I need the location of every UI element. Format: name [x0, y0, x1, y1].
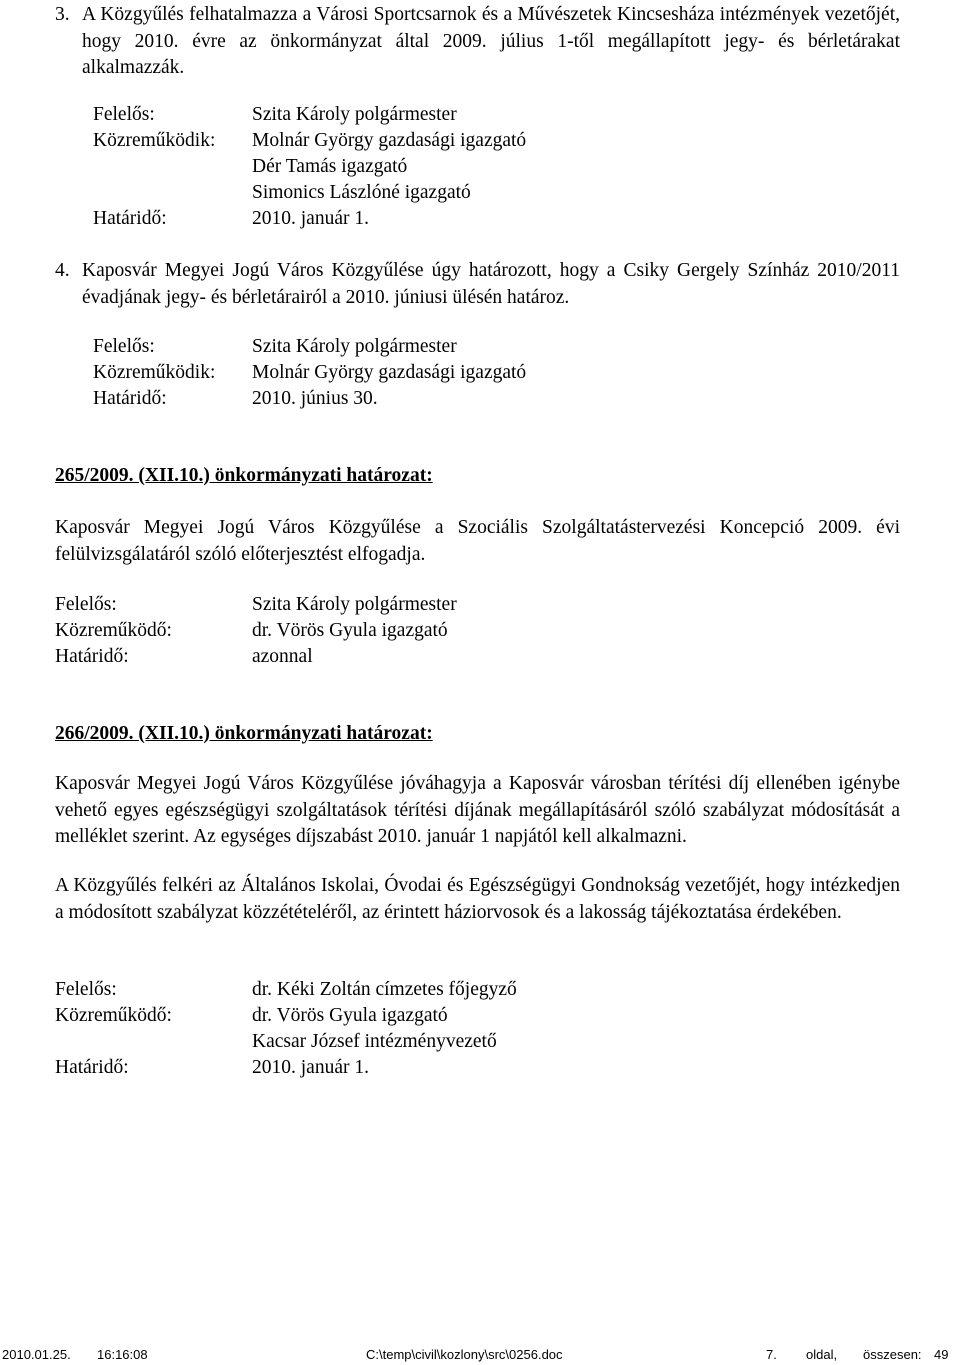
item3-kozremukodik-value-3: Simonics Lászlóné igazgató — [252, 182, 471, 203]
item3-kozremukodik-value-2: Dér Tamás igazgató — [252, 156, 408, 177]
res265-heading: 265/2009. (XII.10.) önkormányzati határozat: — [55, 465, 433, 486]
item4-felelos-label: Felelős: — [93, 336, 155, 357]
res266-para2: A Közgyűlés felkéri az Általános Iskolai, Óvodai és Egészségügyi Gondnokság vezetőjét, hogy intézkedjen a módosított szabályzat közzétételéről, az érintett háziorvosok és a lakosság tájékoztatása érdekében. — [55, 875, 900, 923]
item3-hatarido-label: Határidő: — [93, 208, 167, 229]
res266-heading: 266/2009. (XII.10.) önkormányzati határozat: — [55, 723, 433, 744]
res265-felelos-label: Felelős: — [55, 594, 117, 615]
res266-para1: Kaposvár Megyei Jogú Város Közgyűlése jóváhagyja a Kaposvár városban térítési díj ellenében igénybe vehető egyes egészségügyi szolgáltatások térítési díjának megállapításáról szóló szabályzat módosítását a melléklet szerint. Az egységes díjszabást 2010. január 1 napjától kell alkalmazni. — [55, 773, 900, 847]
footer-time: 16:16:08 — [97, 1347, 148, 1362]
res266-kozremukodo-label: Közreműködő: — [55, 1005, 172, 1026]
footer-page-number: 7. — [766, 1347, 777, 1362]
item3-kozremukodik-value-1: Molnár György gazdasági igazgató — [252, 130, 527, 151]
res266-felelos-label: Felelős: — [55, 979, 117, 1000]
res265-hatarido-label: Határidő: — [55, 646, 129, 667]
item4-hatarido-label: Határidő: — [93, 388, 167, 409]
res266-hatarido-value: 2010. január 1. — [252, 1057, 369, 1078]
item4-hatarido-value: 2010. június 30. — [252, 388, 378, 409]
item3-felelos-label: Felelős: — [93, 104, 155, 125]
item4-kozremukodik-value: Molnár György gazdasági igazgató — [252, 362, 527, 383]
footer-date: 2010.01.25. — [2, 1347, 71, 1362]
res266-hatarido-label: Határidő: — [55, 1057, 129, 1078]
res265-text: Kaposvár Megyei Jogú Város Közgyűlése a Szociális Szolgáltatástervezési Koncepció 2009. évi felülvizsgálatáról szóló előterjesztést elfogadja. — [55, 517, 900, 565]
item3-hatarido-value: 2010. január 1. — [252, 208, 369, 229]
item4-text: Kaposvár Megyei Jogú Város Közgyűlése úgy határozott, hogy a Csiky Gergely Színház 2010/2011 évadjának jegy- és bérletárairól a 2010. júniusi ülésén határoz. — [82, 260, 900, 308]
item3-felelos-value: Szita Károly polgármester — [252, 104, 457, 125]
res265-hatarido-value: azonnal — [252, 646, 313, 667]
item3-text: A Közgyűlés felhatalmazza a Városi Sportcsarnok és a Művészetek Kincsesháza intézmények vezetőjét, hogy 2010. évre az önkormányzat által 2009. július 1-től megállapított jegy- és bérletárakat alkalmazzák. — [82, 4, 900, 78]
item4-felelos-value: Szita Károly polgármester — [252, 336, 457, 357]
footer-page-word: oldal, — [806, 1347, 838, 1362]
res266-felelos-value: dr. Kéki Zoltán címzetes főjegyző — [252, 979, 517, 1000]
res265-kozremukodo-value: dr. Vörös Gyula igazgató — [252, 620, 448, 641]
item4-number: 4. — [55, 260, 70, 281]
res266-kozremukodo-value-2: Kacsar József intézményvezető — [252, 1031, 497, 1052]
footer-total: 49 — [934, 1347, 949, 1362]
footer-path: C:\temp\civil\kozlony\src\0256.doc — [366, 1347, 563, 1362]
res265-kozremukodo-label: Közreműködő: — [55, 620, 172, 641]
item3-number: 3. — [55, 4, 70, 25]
res265-felelos-value: Szita Károly polgármester — [252, 594, 457, 615]
footer-total-word: összesen: — [863, 1347, 922, 1362]
res266-kozremukodo-value-1: dr. Vörös Gyula igazgató — [252, 1005, 448, 1026]
item3-kozremukodik-label: Közreműködik: — [93, 130, 216, 151]
item4-kozremukodik-label: Közreműködik: — [93, 362, 216, 383]
